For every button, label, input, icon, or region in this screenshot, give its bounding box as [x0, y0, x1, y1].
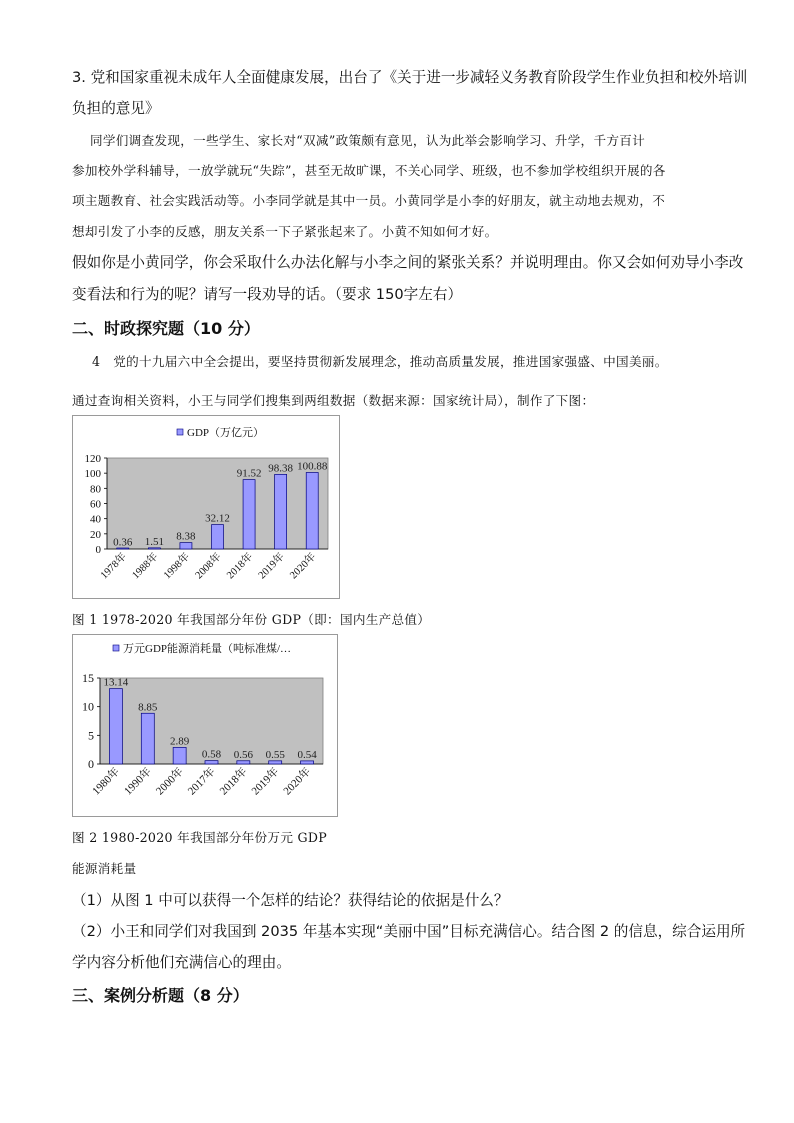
bar — [180, 543, 192, 549]
y-tick-label: 0 — [88, 757, 94, 771]
y-tick-label: 80 — [90, 483, 101, 496]
gdp-chart — [72, 415, 340, 599]
data-label: 0.56 — [233, 748, 253, 761]
data-label: 0.58 — [201, 748, 222, 761]
category-label: 2018年 — [217, 765, 250, 798]
category-label: 1988年 — [130, 551, 161, 582]
category-label: 2018年 — [225, 551, 256, 582]
category-label: 1990年 — [122, 765, 154, 798]
bar — [141, 713, 154, 764]
y-tick-label: 5 — [88, 728, 94, 743]
case-text-line: 参加校外学科辅导，一放学就玩“失踪”，甚至无故旷课，不关心同学、班级，也不参加学校组织开展的各 — [72, 163, 666, 178]
category-label: 2020年 — [288, 551, 319, 582]
data-label: 0.55 — [265, 748, 285, 761]
data-label: 98.38 — [268, 462, 294, 475]
bar — [173, 747, 186, 764]
question-2-line2: 学内容分析他们充满信心的理由。 — [72, 954, 291, 971]
data-label: 8.85 — [138, 701, 158, 714]
energy-chart-svg — [73, 635, 337, 816]
question-2-line1: （2）小王和同学们对我国到 2035 年基本实现“美丽中国”目标充满信心。结合图 2 的信息，综合运用所 — [72, 923, 746, 940]
category-label: 2020年 — [281, 765, 314, 798]
data-label: 1.51 — [144, 535, 164, 548]
y-tick-label: 0 — [95, 544, 101, 556]
case-text-line: 同学们调查发现，一些学生、家长对“双减”政策颇有意见，认为此举会影响学习、升学，千方百计 — [90, 133, 646, 148]
category-label: 2000年 — [153, 765, 186, 798]
category-label: 1980年 — [90, 765, 123, 798]
bar — [212, 525, 224, 549]
q3-title-line1: 3. 党和国家重视未成年人全面健康发展，出台了《关于进一步减轻义务教育阶段学生作业负担和校外培训 — [72, 69, 748, 86]
bar — [243, 480, 255, 549]
q4-intro-line1: 4 党的十九届六中全会提出，要坚持贯彻新发展理念，推动高质量发展，推进国家强盛、中国美丽。 — [92, 354, 668, 369]
data-label: 32.12 — [205, 512, 230, 525]
legend-swatch — [113, 645, 119, 651]
bar — [109, 689, 122, 764]
energy-chart — [72, 634, 338, 817]
bar — [306, 472, 318, 549]
legend-label: 万元GDP能源消耗量（吨标准煤/… — [123, 643, 292, 655]
gdp-chart-svg — [73, 416, 339, 598]
bar — [275, 474, 287, 549]
q3-question-line2: 变看法和行为的呢？请写一段劝导的话。（要求 150字左右） — [72, 286, 463, 303]
legend-label: GDP（万亿元） — [187, 427, 265, 439]
category-label: 2017年 — [185, 765, 218, 798]
question-1: （1）从图 1 中可以获得一个怎样的结论？获得结论的依据是什么？ — [72, 892, 509, 909]
figure2-caption-line2: 能源消耗量 — [72, 861, 137, 876]
data-label: 91.52 — [236, 467, 262, 480]
data-label: 8.38 — [176, 530, 196, 543]
bar — [205, 761, 218, 764]
category-label: 2008年 — [193, 551, 224, 582]
section-heading: 二、时政探究题（10 分） — [72, 319, 260, 338]
case-text-line: 想却引发了小李的反感，朋友关系一下子紧张起来了。小黄不知如何才好。 — [72, 224, 498, 239]
y-tick-label: 40 — [90, 513, 101, 526]
y-tick-label: 15 — [82, 671, 94, 685]
y-tick-label: 60 — [90, 498, 101, 511]
category-label: 2019年 — [256, 551, 287, 582]
y-tick-label: 10 — [82, 699, 94, 714]
category-label: 1978年 — [98, 551, 129, 582]
bar — [301, 761, 314, 764]
category-label: 2019年 — [249, 765, 282, 798]
bar — [237, 761, 250, 764]
y-tick-label: 100 — [84, 468, 101, 481]
q3-question-line1: 假如你是小黄同学，你会采取什么办法化解与小李之间的紧张关系？并说明理由。你又会如何劝导小李改 — [72, 254, 744, 271]
y-tick-label: 120 — [84, 453, 101, 465]
bar — [269, 761, 282, 764]
data-label: 0.54 — [297, 748, 317, 761]
category-label: 1998年 — [161, 551, 193, 582]
y-tick-label: 20 — [90, 528, 101, 541]
q4-intro-line2: 通过查询相关资料，小王与同学们搜集到两组数据（数据来源：国家统计局），制作了下图： — [72, 393, 595, 408]
data-label: 0.36 — [113, 536, 133, 549]
bar — [148, 548, 160, 549]
section-heading: 三、案例分析题（8 分） — [72, 986, 249, 1005]
figure1-caption: 图 1 1978-2020 年我国部分年份 GDP（即：国内生产总值） — [72, 612, 431, 627]
legend-swatch — [177, 429, 183, 435]
case-text-line: 项主题教育、社会实践活动等。小李同学就是其中一员。小黄同学是小李的好朋友，就主动地去规劝，不 — [72, 193, 666, 208]
figure2-caption-line1: 图 2 1980-2020 年我国部分年份万元 GDP — [72, 830, 328, 845]
q3-title-line2: 负担的意见》 — [72, 100, 160, 117]
data-label: 13.14 — [103, 676, 129, 689]
data-label: 2.89 — [170, 735, 190, 748]
data-label: 100.88 — [297, 460, 328, 473]
